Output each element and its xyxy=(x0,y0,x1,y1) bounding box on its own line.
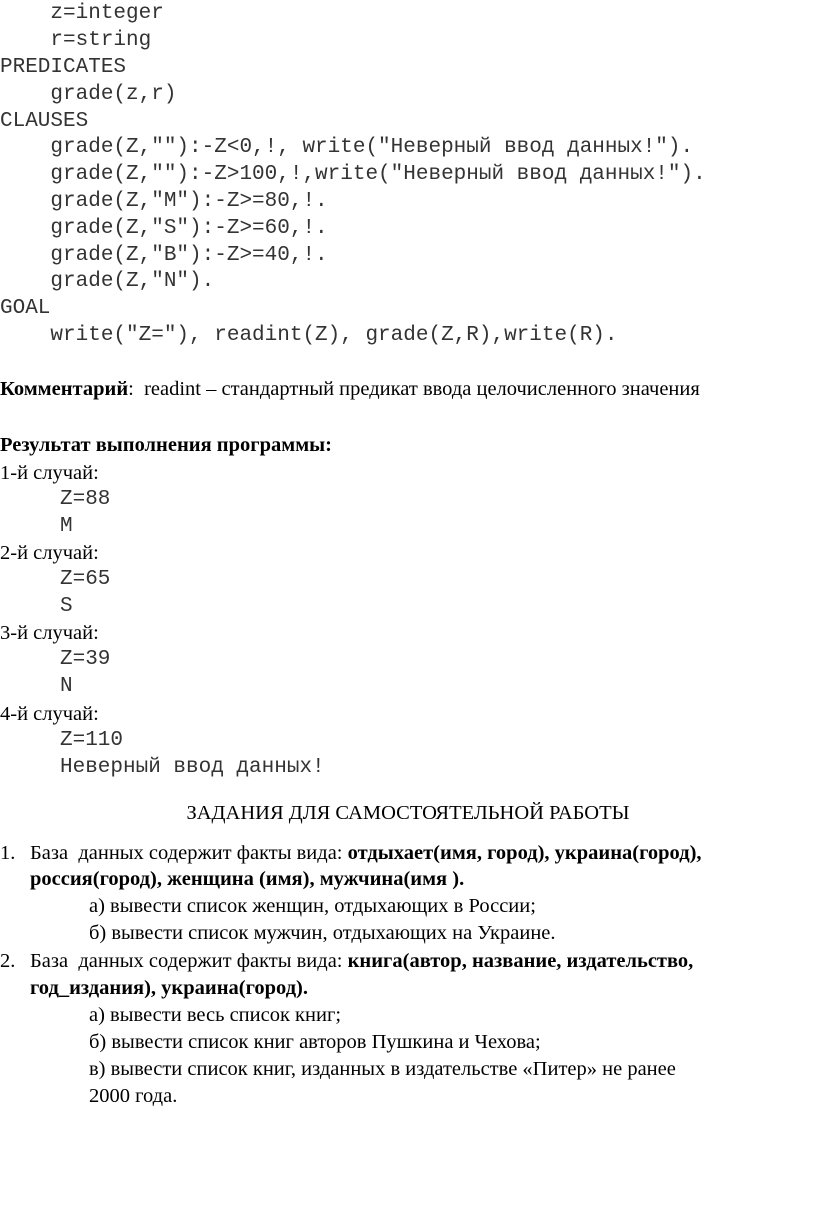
code-line: grade(Z,"B"):-Z>=40,!. xyxy=(0,244,328,267)
code-line: grade(Z,""):-Z>100,!,write("Неверный ввод данных!"). xyxy=(0,163,706,186)
case-output: N xyxy=(60,675,73,698)
code-line: grade(Z,"S"):-Z>=60,!. xyxy=(0,217,328,240)
case-label: 4-й случай: xyxy=(0,703,99,725)
tasks-heading: ЗАДАНИЯ ДЛЯ САМОСТОЯТЕЛЬНОЙ РАБОТЫ xyxy=(186,802,630,824)
task-subitem: в) вывести список книг, изданных в издательстве «Питер» не ранее xyxy=(89,1058,676,1080)
case-output: Неверный ввод данных! xyxy=(60,756,325,779)
task-facts: год_издания), украина(город). xyxy=(30,977,309,999)
code-line: r=string xyxy=(0,29,152,52)
task-facts: отдыхает(имя, город), украина(город), xyxy=(347,842,702,864)
case-label: 2-й случай: xyxy=(0,542,99,564)
task-line xyxy=(30,842,702,865)
case-input: Z=110 xyxy=(60,729,124,752)
comment-label: Комментарий xyxy=(0,378,129,400)
task-subitem: а) вывести список женщин, отдыхающих в России; xyxy=(89,895,536,917)
task-subitem: б) вывести список книг авторов Пушкина и Чехова; xyxy=(89,1031,541,1053)
case-output: M xyxy=(60,515,73,538)
comment-line xyxy=(0,378,700,401)
case-output: S xyxy=(60,595,73,618)
task-subitem: б) вывести список мужчин, отдыхающих на Украине. xyxy=(89,922,556,944)
task-line xyxy=(30,950,693,973)
task-number: 2. xyxy=(0,950,16,972)
code-line: grade(z,r) xyxy=(0,83,177,106)
case-input: Z=65 xyxy=(60,568,111,591)
code-line: grade(Z,"N"). xyxy=(0,270,215,293)
case-input: Z=39 xyxy=(60,648,111,671)
task-intro: База данных содержит факты вида: xyxy=(30,842,348,864)
code-line: GOAL xyxy=(0,297,51,320)
result-heading: Результат выполнения программы: xyxy=(0,434,332,456)
code-line: grade(Z,"M"):-Z>=80,!. xyxy=(0,190,328,213)
task-facts: россия(город), женщина (имя), мужчина(имя ). xyxy=(30,868,465,890)
code-line: z=integer xyxy=(0,2,164,25)
comment-text: : readint – стандартный предикат ввода целочисленного значения xyxy=(128,378,700,400)
code-line: grade(Z,""):-Z<0,!, write("Неверный ввод данных!"). xyxy=(0,136,694,159)
task-facts: книга(автор, название, издательство, xyxy=(347,950,694,972)
task-number: 1. xyxy=(0,842,16,864)
code-line: write("Z="), readint(Z), grade(Z,R),write(R). xyxy=(0,324,618,347)
task-intro: База данных содержит факты вида: xyxy=(30,950,348,972)
case-label: 3-й случай: xyxy=(0,622,99,644)
code-line: PREDICATES xyxy=(0,56,127,79)
case-input: Z=88 xyxy=(60,488,111,511)
code-line: CLAUSES xyxy=(0,110,89,133)
task-subitem: 2000 года. xyxy=(89,1085,178,1107)
case-label: 1-й случай: xyxy=(0,462,99,484)
task-subitem: а) вывести весь список книг; xyxy=(89,1004,342,1026)
